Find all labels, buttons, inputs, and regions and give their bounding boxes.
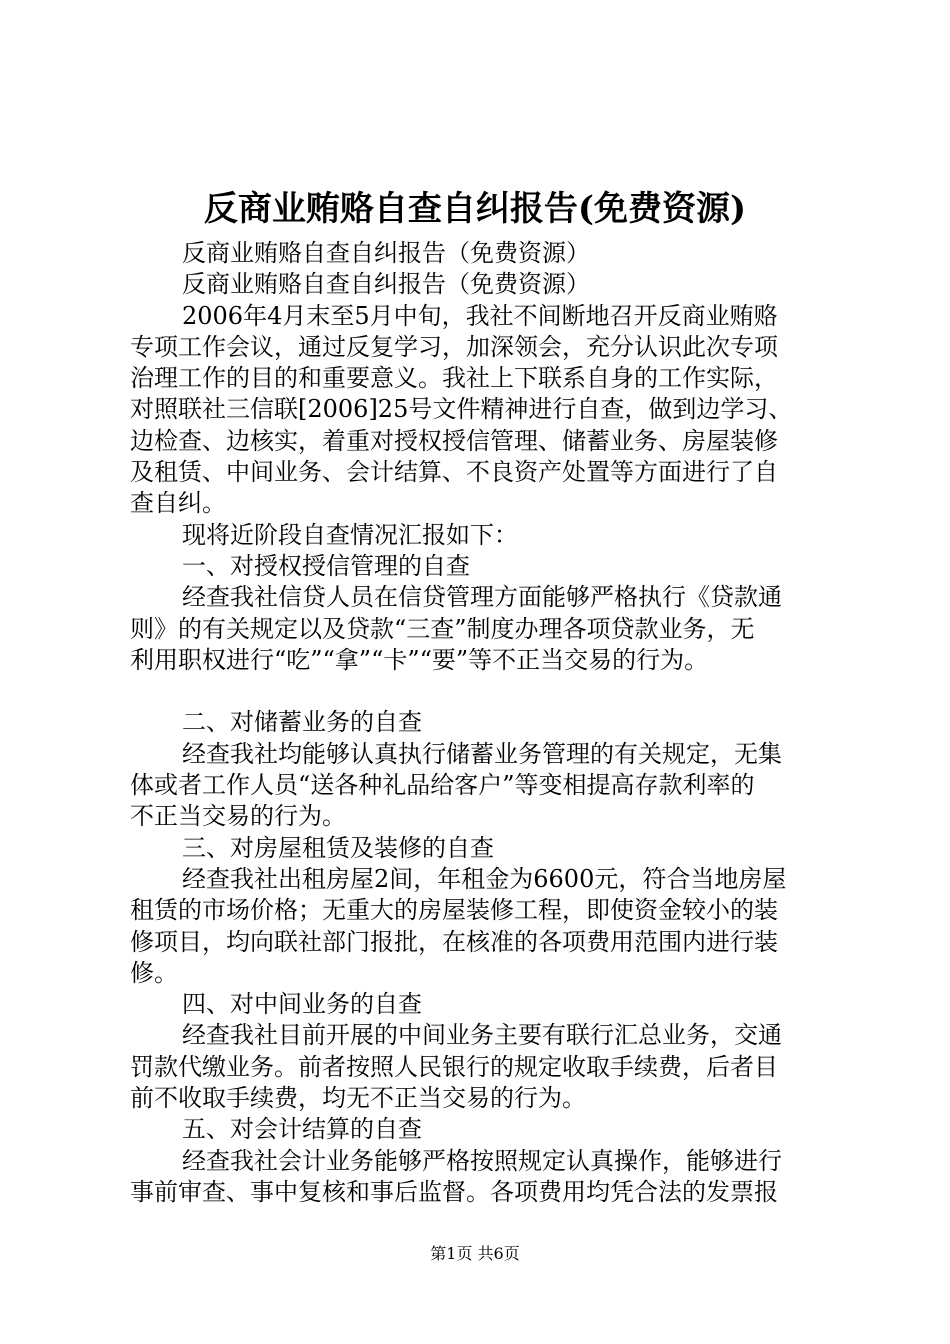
paragraph-line: 边检查、边核实，着重对授权授信管理、储蓄业务、房屋装修	[130, 426, 778, 455]
paragraph-line: 前不收取手续费，均无不正当交易的行为。	[130, 1084, 586, 1113]
paragraph-line: 体或者工作人员“送各种礼品给客户”等变相提高存款利率的	[130, 771, 755, 800]
paragraph-line: 专项工作会议，通过反复学习，加深领会，充分认识此次专项	[130, 332, 778, 361]
section-heading: 五、对会计结算的自查	[182, 1115, 422, 1144]
section-heading: 四、对中间业务的自查	[182, 990, 422, 1019]
paragraph-line: 经查我社目前开展的中间业务主要有联行汇总业务，交通	[182, 1021, 782, 1050]
paragraph-line: 经查我社会计业务能够严格按照规定认真操作，能够进行	[182, 1146, 782, 1175]
document-body	[130, 238, 850, 1208]
paragraph-line: 查自纠。	[130, 489, 226, 518]
page-number-footer: 第1页 共6页	[430, 1244, 520, 1263]
paragraph-line: 罚款代缴业务。前者按照人民银行的规定收取手续费，后者目	[130, 1052, 778, 1081]
paragraph-line: 现将近阶段自查情况汇报如下：	[182, 520, 518, 549]
paragraph-line: 不正当交易的行为。	[130, 802, 346, 831]
paragraph-line: 事前审查、事中复核和事后监督。各项费用均凭合法的发票报	[130, 1177, 778, 1206]
section-heading: 三、对房屋租赁及装修的自查	[182, 833, 494, 862]
paragraph-line: 修。	[130, 958, 178, 987]
paragraph-line: 修项目，均向联社部门报批，在核准的各项费用范围内进行装	[130, 927, 778, 956]
paragraph-line: 2006年4月末至5月中旬，我社不间断地召开反商业贿赂	[182, 301, 778, 330]
section-heading: 一、对授权授信管理的自查	[182, 551, 470, 580]
subtitle-line: 反商业贿赂自查自纠报告（免费资源）	[182, 239, 590, 267]
blank-line	[130, 676, 850, 707]
paragraph-line: 租赁的市场价格；无重大的房屋装修工程，即使资金较小的装	[130, 896, 778, 925]
paragraph-line: 对照联社三信联[2006]25号文件精神进行自查，做到边学习、	[130, 395, 793, 424]
paragraph-line: 及租赁、中间业务、会计结算、不良资产处置等方面进行了自	[130, 458, 778, 487]
document-title: 反商业贿赂自查自纠报告(免费资源)	[203, 189, 747, 229]
paragraph-line: 经查我社出租房屋2间，年租金为6600元，符合当地房屋	[182, 864, 787, 893]
subtitle-line: 反商业贿赂自查自纠报告（免费资源）	[182, 270, 590, 299]
paragraph-line: 经查我社均能够认真执行储蓄业务管理的有关规定，无集	[182, 739, 782, 768]
paragraph-line: 经查我社信贷人员在信贷管理方面能够严格执行《贷款通	[182, 583, 782, 612]
paragraph-line: 则》的有关规定以及贷款“三查”制度办理各项贷款业务，无	[130, 614, 755, 643]
paragraph-line: 利用职权进行“吃”“拿”“卡”“要”等不正当交易的行为。	[130, 645, 709, 674]
section-heading: 二、对储蓄业务的自查	[182, 708, 422, 737]
paragraph-line: 治理工作的目的和重要意义。我社上下联系自身的工作实际，	[130, 364, 778, 393]
